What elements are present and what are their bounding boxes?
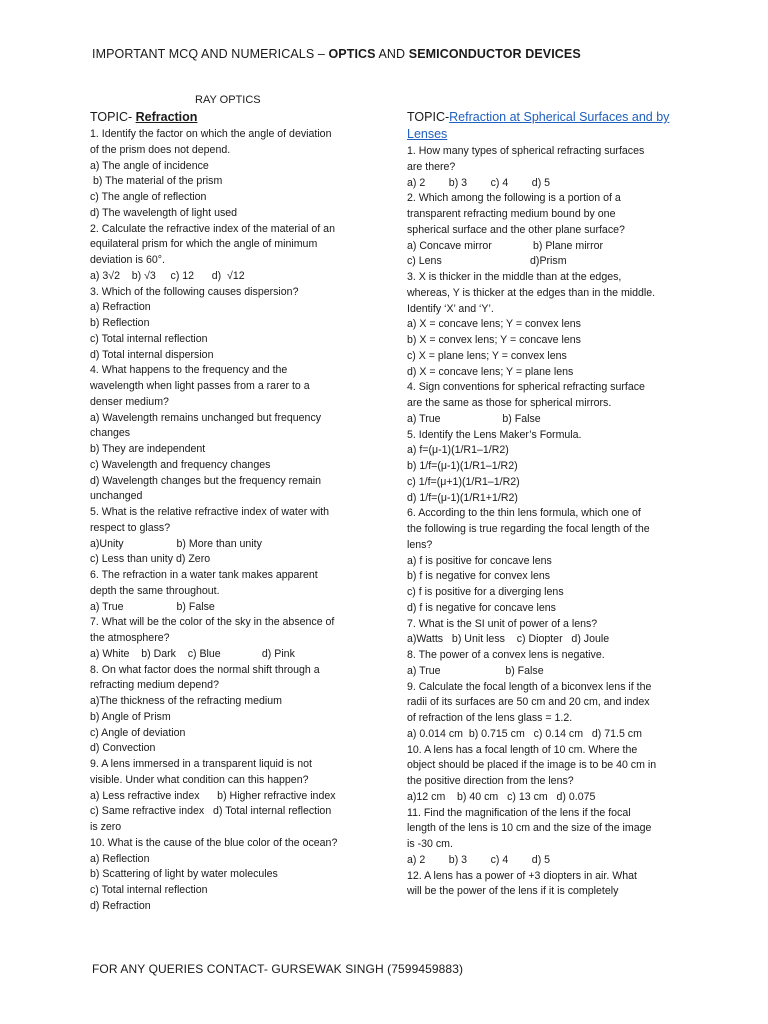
right-text-line: whereas, Y is thicker at the edges than in the middle. <box>407 286 656 299</box>
section-title: RAY OPTICS <box>195 94 261 106</box>
left-text-line: respect to glass? <box>90 521 171 534</box>
left-text-line: b) Angle of Prism <box>90 710 171 723</box>
left-text-line: d) Total internal dispersion <box>90 348 214 361</box>
left-column <box>90 109 370 915</box>
left-text-line: changes <box>90 427 131 440</box>
left-text-line: d) Convection <box>90 742 156 755</box>
left-text-line: c) The angle of reflection <box>90 191 207 203</box>
left-text-line: a)Unity b) More than unity <box>90 537 262 550</box>
right-text-line: d) 1/f=(μ-1)(1/R1+1/R2) <box>407 491 518 504</box>
right-text-line: 7. What is the SI unit of power of a lens? <box>407 617 598 630</box>
left-text-line: depth the same throughout. <box>90 584 220 597</box>
right-text-line: a) f=(μ-1)(1/R1–1/R2) <box>407 444 509 457</box>
left-text-line: c) Less than unity d) Zero <box>90 553 211 566</box>
right-text-line: a) 2 b) 3 c) 4 d) 5 <box>407 176 551 189</box>
left-text-line: 5. What is the relative refractive index of water with <box>90 506 330 518</box>
right-text-line: d) f is negative for concave lens <box>407 601 556 614</box>
right-text-line: 1. How many types of spherical refracting surfaces <box>407 145 645 157</box>
left-text-line: visible. Under what condition can this happen? <box>90 773 309 786</box>
left-text-line: 4. What happens to the frequency and the <box>90 364 288 377</box>
left-text-line: a) Refraction <box>90 301 151 314</box>
right-question-list <box>407 144 687 900</box>
right-text-line: Identify ‘X’ and ‘Y’. <box>407 302 494 315</box>
left-text-line: c) Total internal reflection <box>90 332 208 345</box>
left-question-list <box>90 127 370 915</box>
left-text-line: a) Reflection <box>90 852 150 865</box>
right-text-line: radii of its surfaces are 50 cm and 20 cm, and index <box>407 696 650 709</box>
left-text-line: b) Scattering of light by water molecules <box>90 868 278 881</box>
right-text-line: 9. Calculate the focal length of a biconvex lens if the <box>407 680 652 693</box>
left-text-line: d) Wavelength changes but the frequency remain <box>90 474 322 487</box>
right-text-line: length of the lens is 10 cm and the size of the image <box>407 822 652 835</box>
left-text-line: 1. Identify the factor on which the angle of deviation <box>90 128 332 140</box>
right-text-line: is -30 cm. <box>407 838 453 850</box>
right-text-line: a) 2 b) 3 c) 4 d) 5 <box>407 853 551 866</box>
right-text-line: b) 1/f=(μ-1)(1/R1–1/R2) <box>407 460 518 472</box>
left-text-line: a) White b) Dark c) Blue d) Pink <box>90 647 295 660</box>
right-text-line: the positive direction from the lens? <box>407 775 574 787</box>
right-text-line: 4. Sign conventions for spherical refracting surface <box>407 381 645 394</box>
right-column <box>407 109 687 900</box>
right-text-line: are the same as those for spherical mirrors. <box>407 397 612 409</box>
right-text-line: lens? <box>407 538 433 551</box>
left-text-line: b) Reflection <box>90 317 150 329</box>
left-text-line: of the prism does not depend. <box>90 143 231 156</box>
page-header <box>92 47 581 61</box>
right-text-line: c) Lens d)Prism <box>407 255 567 268</box>
right-text-line: c) f is positive for a diverging lens <box>407 586 564 598</box>
left-text-line: a) Wavelength remains unchanged but frequency <box>90 411 322 424</box>
header-mid: AND <box>375 47 409 61</box>
right-topic-link-line2[interactable]: Lenses <box>407 127 448 141</box>
right-topic-heading <box>407 109 687 143</box>
right-text-line: 12. A lens has a power of +3 diopters in air. What <box>407 869 637 882</box>
right-text-line: 11. Find the magnification of the lens if the focal <box>407 806 631 819</box>
right-text-line: a) True b) False <box>407 412 541 425</box>
left-text-line: a) 3√2 b) √3 c) 12 d) √12 <box>90 269 245 282</box>
right-text-line: c) X = plane lens; Y = convex lens <box>407 349 567 362</box>
left-topic-name: Refraction <box>135 110 198 124</box>
left-text-line: wavelength when light passes from a rarer to a <box>90 380 310 392</box>
right-text-line: will be the power of the lens if it is completely <box>407 885 619 898</box>
left-text-line: c) Angle of deviation <box>90 726 186 739</box>
right-text-line: of refraction of the lens glass = 1.2. <box>407 712 573 724</box>
right-text-line: b) f is negative for convex lens <box>407 570 551 583</box>
left-topic-heading <box>90 109 370 126</box>
right-text-line: object should be placed if the image is to be 40 cm in <box>407 759 657 772</box>
header-bold-optics: OPTICS <box>328 47 376 61</box>
right-text-line: the following is true regarding the focal length of the <box>407 523 650 535</box>
left-text-line: a) The angle of incidence <box>90 159 209 172</box>
right-text-line: 8. The power of a convex lens is negative. <box>407 649 605 661</box>
left-text-line: 7. What will be the color of the sky in the absence of <box>90 616 335 629</box>
right-topic-link-line1[interactable]: Refraction at Spherical Surfaces and by <box>449 110 670 124</box>
right-text-line: a) Concave mirror b) Plane mirror <box>407 239 604 252</box>
left-text-line: is zero <box>90 821 122 833</box>
right-text-line: 3. X is thicker in the middle than at the edges, <box>407 271 622 283</box>
left-text-line: d) Refraction <box>90 899 151 912</box>
right-text-line: 10. A lens has a focal length of 10 cm. Where the <box>407 743 638 756</box>
left-text-line: c) Same refractive index d) Total internal reflection <box>90 805 332 818</box>
left-text-line: unchanged <box>90 490 143 503</box>
left-text-line: c) Total internal reflection <box>90 884 208 896</box>
left-text-line: denser medium? <box>90 395 169 408</box>
left-text-line: b) They are independent <box>90 443 206 455</box>
right-text-line: a) X = concave lens; Y = convex lens <box>407 318 581 331</box>
left-text-line: c) Wavelength and frequency changes <box>90 458 271 471</box>
right-text-line: a) True b) False <box>407 664 544 677</box>
left-text-line: equilateral prism for which the angle of minimum <box>90 238 318 251</box>
left-text-line: a)The thickness of the refracting medium <box>90 695 282 707</box>
left-text-line: d) The wavelength of light used <box>90 206 238 219</box>
right-text-line: 6. According to the thin lens formula, which one of <box>407 507 641 520</box>
left-text-line: 2. Calculate the refractive index of the material of an <box>90 222 335 235</box>
right-text-line: are there? <box>407 160 456 173</box>
left-text-line: 6. The refraction in a water tank makes apparent <box>90 569 318 581</box>
right-text-line: a)Watts b) Unit less c) Diopter d) Joule <box>407 633 610 646</box>
right-text-line: d) X = concave lens; Y = plane lens <box>407 365 574 378</box>
header-prefix: IMPORTANT MCQ AND NUMERICALS – <box>92 47 329 61</box>
right-text-line: a) 0.014 cm b) 0.715 cm c) 0.14 cm d) 71.5 cm <box>407 727 642 740</box>
right-text-line: b) X = convex lens; Y = concave lens <box>407 334 581 346</box>
left-text-line: b) The material of the prism <box>90 175 223 188</box>
left-text-line: 3. Which of the following causes dispersion? <box>90 285 299 298</box>
left-text-line: the atmosphere? <box>90 632 170 644</box>
header-bold-semiconductor: SEMICONDUCTOR DEVICES <box>408 47 581 61</box>
right-topic-prefix: TOPIC- <box>407 110 450 124</box>
right-text-line: spherical surface and the other plane surface? <box>407 223 625 236</box>
right-text-line: c) 1/f=(μ+1)(1/R1–1/R2) <box>407 475 520 488</box>
left-topic-prefix: TOPIC- <box>90 110 136 124</box>
left-text-line: 8. On what factor does the normal shift through a <box>90 663 320 676</box>
right-text-line: a) f is positive for concave lens <box>407 554 552 567</box>
right-text-line: a)12 cm b) 40 cm c) 13 cm d) 0.075 <box>407 790 596 803</box>
left-text-line: deviation is 60°. <box>90 254 165 266</box>
left-text-line: 10. What is the cause of the blue color of the ocean? <box>90 836 338 849</box>
left-text-line: 9. A lens immersed in a transparent liquid is not <box>90 758 312 770</box>
left-text-line: a) Less refractive index b) Higher refractive index <box>90 789 336 802</box>
right-text-line: 5. Identify the Lens Maker’s Formula. <box>407 428 582 441</box>
right-text-line: 2. Which among the following is a portion of a <box>407 192 621 205</box>
left-text-line: a) True b) False <box>90 600 215 613</box>
footer-contact: FOR ANY QUERIES CONTACT- GURSEWAK SINGH (7599459883) <box>92 962 464 976</box>
right-text-line: transparent refracting medium bound by one <box>407 208 616 220</box>
left-text-line: refracting medium depend? <box>90 679 219 692</box>
